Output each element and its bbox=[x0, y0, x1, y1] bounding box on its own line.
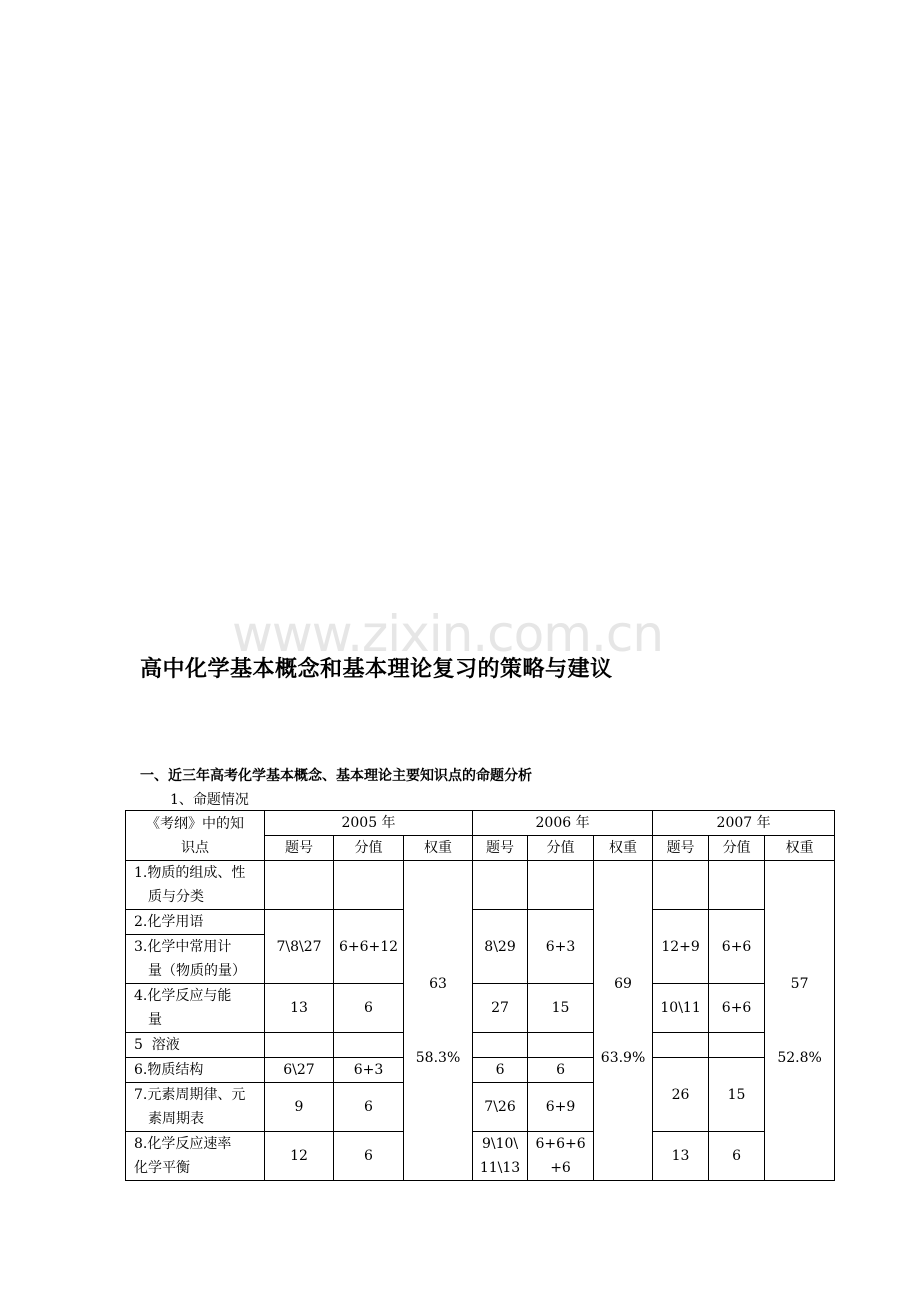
topic-chemical-terms: 2.化学用语 bbox=[126, 910, 265, 935]
header-2005-score: 分值 bbox=[334, 836, 404, 861]
cell-2005-s-r8: 6 bbox=[334, 1132, 404, 1181]
cell-2007-s-r67: 15 bbox=[709, 1058, 765, 1132]
topic-solution: 5 溶液 bbox=[126, 1033, 265, 1058]
cell-2005-q-r1 bbox=[265, 861, 334, 910]
weight-2007-total: 57 bbox=[790, 975, 809, 992]
weight-2007 bbox=[765, 861, 835, 1181]
cell-2006-q-r7: 7\26 bbox=[473, 1083, 528, 1132]
subsection-heading: 1、命题情况 bbox=[170, 792, 249, 808]
cell-2006-s-r8 bbox=[528, 1132, 594, 1181]
topic-quantities-line1: 3.化学中常用计 bbox=[134, 939, 232, 955]
cell-2007-s-r4: 6+6 bbox=[709, 984, 765, 1033]
weight-2006-pct: 63.9% bbox=[600, 1049, 646, 1066]
topic-reaction-energy-line1: 4.化学反应与能 bbox=[134, 988, 232, 1004]
cell-2006-q-r1 bbox=[473, 861, 528, 910]
header-year-2005: 2005 年 bbox=[265, 811, 473, 836]
cell-2006-q-r8-line2: 11\13 bbox=[479, 1160, 521, 1176]
document-title: 高中化学基本概念和基本理论复习的策略与建议 bbox=[140, 657, 613, 682]
topic-periodic-law bbox=[126, 1083, 265, 1132]
cell-2007-q-r8: 13 bbox=[653, 1132, 709, 1181]
topic-rate-equilibrium bbox=[126, 1132, 265, 1181]
cell-2006-s-r8-line2: +6 bbox=[550, 1160, 571, 1176]
cell-2006-s-r8-line1: 6+6+6 bbox=[535, 1136, 586, 1152]
cell-2007-s-r23: 6+6 bbox=[709, 910, 765, 984]
cell-2007-s-r1 bbox=[709, 861, 765, 910]
weight-2005-pct: 58.3% bbox=[415, 1049, 461, 1066]
header-2006-score: 分值 bbox=[528, 836, 594, 861]
cell-2005-s-r23: 6+6+12 bbox=[334, 910, 404, 984]
cell-2005-s-r6: 6+3 bbox=[334, 1058, 404, 1083]
cell-2006-s-r5 bbox=[528, 1033, 594, 1058]
topic-composition bbox=[126, 861, 265, 910]
topic-quantities bbox=[126, 935, 265, 984]
header-2007-score: 分值 bbox=[709, 836, 765, 861]
topic-rate-equilibrium-line1: 8.化学反应速率 bbox=[134, 1136, 232, 1152]
cell-2005-s-r7: 6 bbox=[334, 1083, 404, 1132]
cell-2007-q-r1 bbox=[653, 861, 709, 910]
header-2007-question: 题号 bbox=[653, 836, 709, 861]
cell-2007-s-r8: 6 bbox=[709, 1132, 765, 1181]
cell-2006-s-r7: 6+9 bbox=[528, 1083, 594, 1132]
exam-analysis-table bbox=[125, 810, 835, 1181]
topic-structure: 6.物质结构 bbox=[126, 1058, 265, 1083]
cell-2007-q-r4: 10\11 bbox=[653, 984, 709, 1033]
weight-2005-total: 63 bbox=[429, 975, 447, 992]
cell-2007-s-r5 bbox=[709, 1033, 765, 1058]
cell-2007-q-r5 bbox=[653, 1033, 709, 1058]
header-topic-line1: 《考纲》中的知 bbox=[146, 815, 244, 832]
cell-2005-q-r6: 6\27 bbox=[265, 1058, 334, 1083]
topic-quantities-line2: 量（物质的量） bbox=[148, 963, 246, 979]
header-year-2007: 2007 年 bbox=[653, 811, 835, 836]
cell-2005-s-r4: 6 bbox=[334, 984, 404, 1033]
cell-2007-q-r23: 12+9 bbox=[653, 910, 709, 984]
weight-2005 bbox=[404, 861, 473, 1181]
cell-2005-q-r4: 13 bbox=[265, 984, 334, 1033]
cell-2005-q-r8: 12 bbox=[265, 1132, 334, 1181]
header-2005-weight: 权重 bbox=[404, 836, 473, 861]
cell-2007-q-r67: 26 bbox=[653, 1058, 709, 1132]
topic-reaction-energy-line2: 量 bbox=[148, 1012, 162, 1028]
cell-2005-q-r7: 9 bbox=[265, 1083, 334, 1132]
cell-2005-q-r5 bbox=[265, 1033, 334, 1058]
topic-reaction-energy bbox=[126, 984, 265, 1033]
watermark: www.zixin.com.cn bbox=[232, 605, 664, 663]
topic-composition-line1: 1.物质的组成、性 bbox=[134, 865, 246, 881]
cell-2006-q-r5 bbox=[473, 1033, 528, 1058]
topic-composition-line2: 质与分类 bbox=[148, 889, 204, 905]
header-topic bbox=[126, 811, 265, 861]
header-year-2006: 2006 年 bbox=[473, 811, 653, 836]
cell-2006-q-r4: 27 bbox=[473, 984, 528, 1033]
weight-2006 bbox=[594, 861, 653, 1181]
cell-2006-q-r23: 8\29 bbox=[473, 910, 528, 984]
header-topic-line2: 识点 bbox=[181, 839, 209, 856]
header-2006-weight: 权重 bbox=[594, 836, 653, 861]
header-2005-question: 题号 bbox=[265, 836, 334, 861]
cell-2006-q-r8-line1: 9\10\ bbox=[481, 1136, 519, 1152]
header-2007-weight: 权重 bbox=[765, 836, 835, 861]
cell-2006-s-r1 bbox=[528, 861, 594, 910]
topic-rate-equilibrium-line2: 化学平衡 bbox=[134, 1160, 190, 1176]
cell-2006-q-r6: 6 bbox=[473, 1058, 528, 1083]
cell-2005-q-r23: 7\8\27 bbox=[265, 910, 334, 984]
topic-periodic-law-line1: 7.元素周期律、元 bbox=[134, 1087, 246, 1103]
cell-2006-s-r23: 6+3 bbox=[528, 910, 594, 984]
cell-2006-s-r4: 15 bbox=[528, 984, 594, 1033]
header-2006-question: 题号 bbox=[473, 836, 528, 861]
cell-2006-s-r6: 6 bbox=[528, 1058, 594, 1083]
cell-2005-s-r5 bbox=[334, 1033, 404, 1058]
weight-2007-pct: 52.8% bbox=[777, 1049, 822, 1066]
section-heading: 一、近三年高考化学基本概念、基本理论主要知识点的命题分析 bbox=[140, 768, 532, 784]
weight-2006-total: 69 bbox=[614, 975, 632, 992]
topic-periodic-law-line2: 素周期表 bbox=[148, 1111, 204, 1127]
cell-2006-q-r8 bbox=[473, 1132, 528, 1181]
cell-2005-s-r1 bbox=[334, 861, 404, 910]
